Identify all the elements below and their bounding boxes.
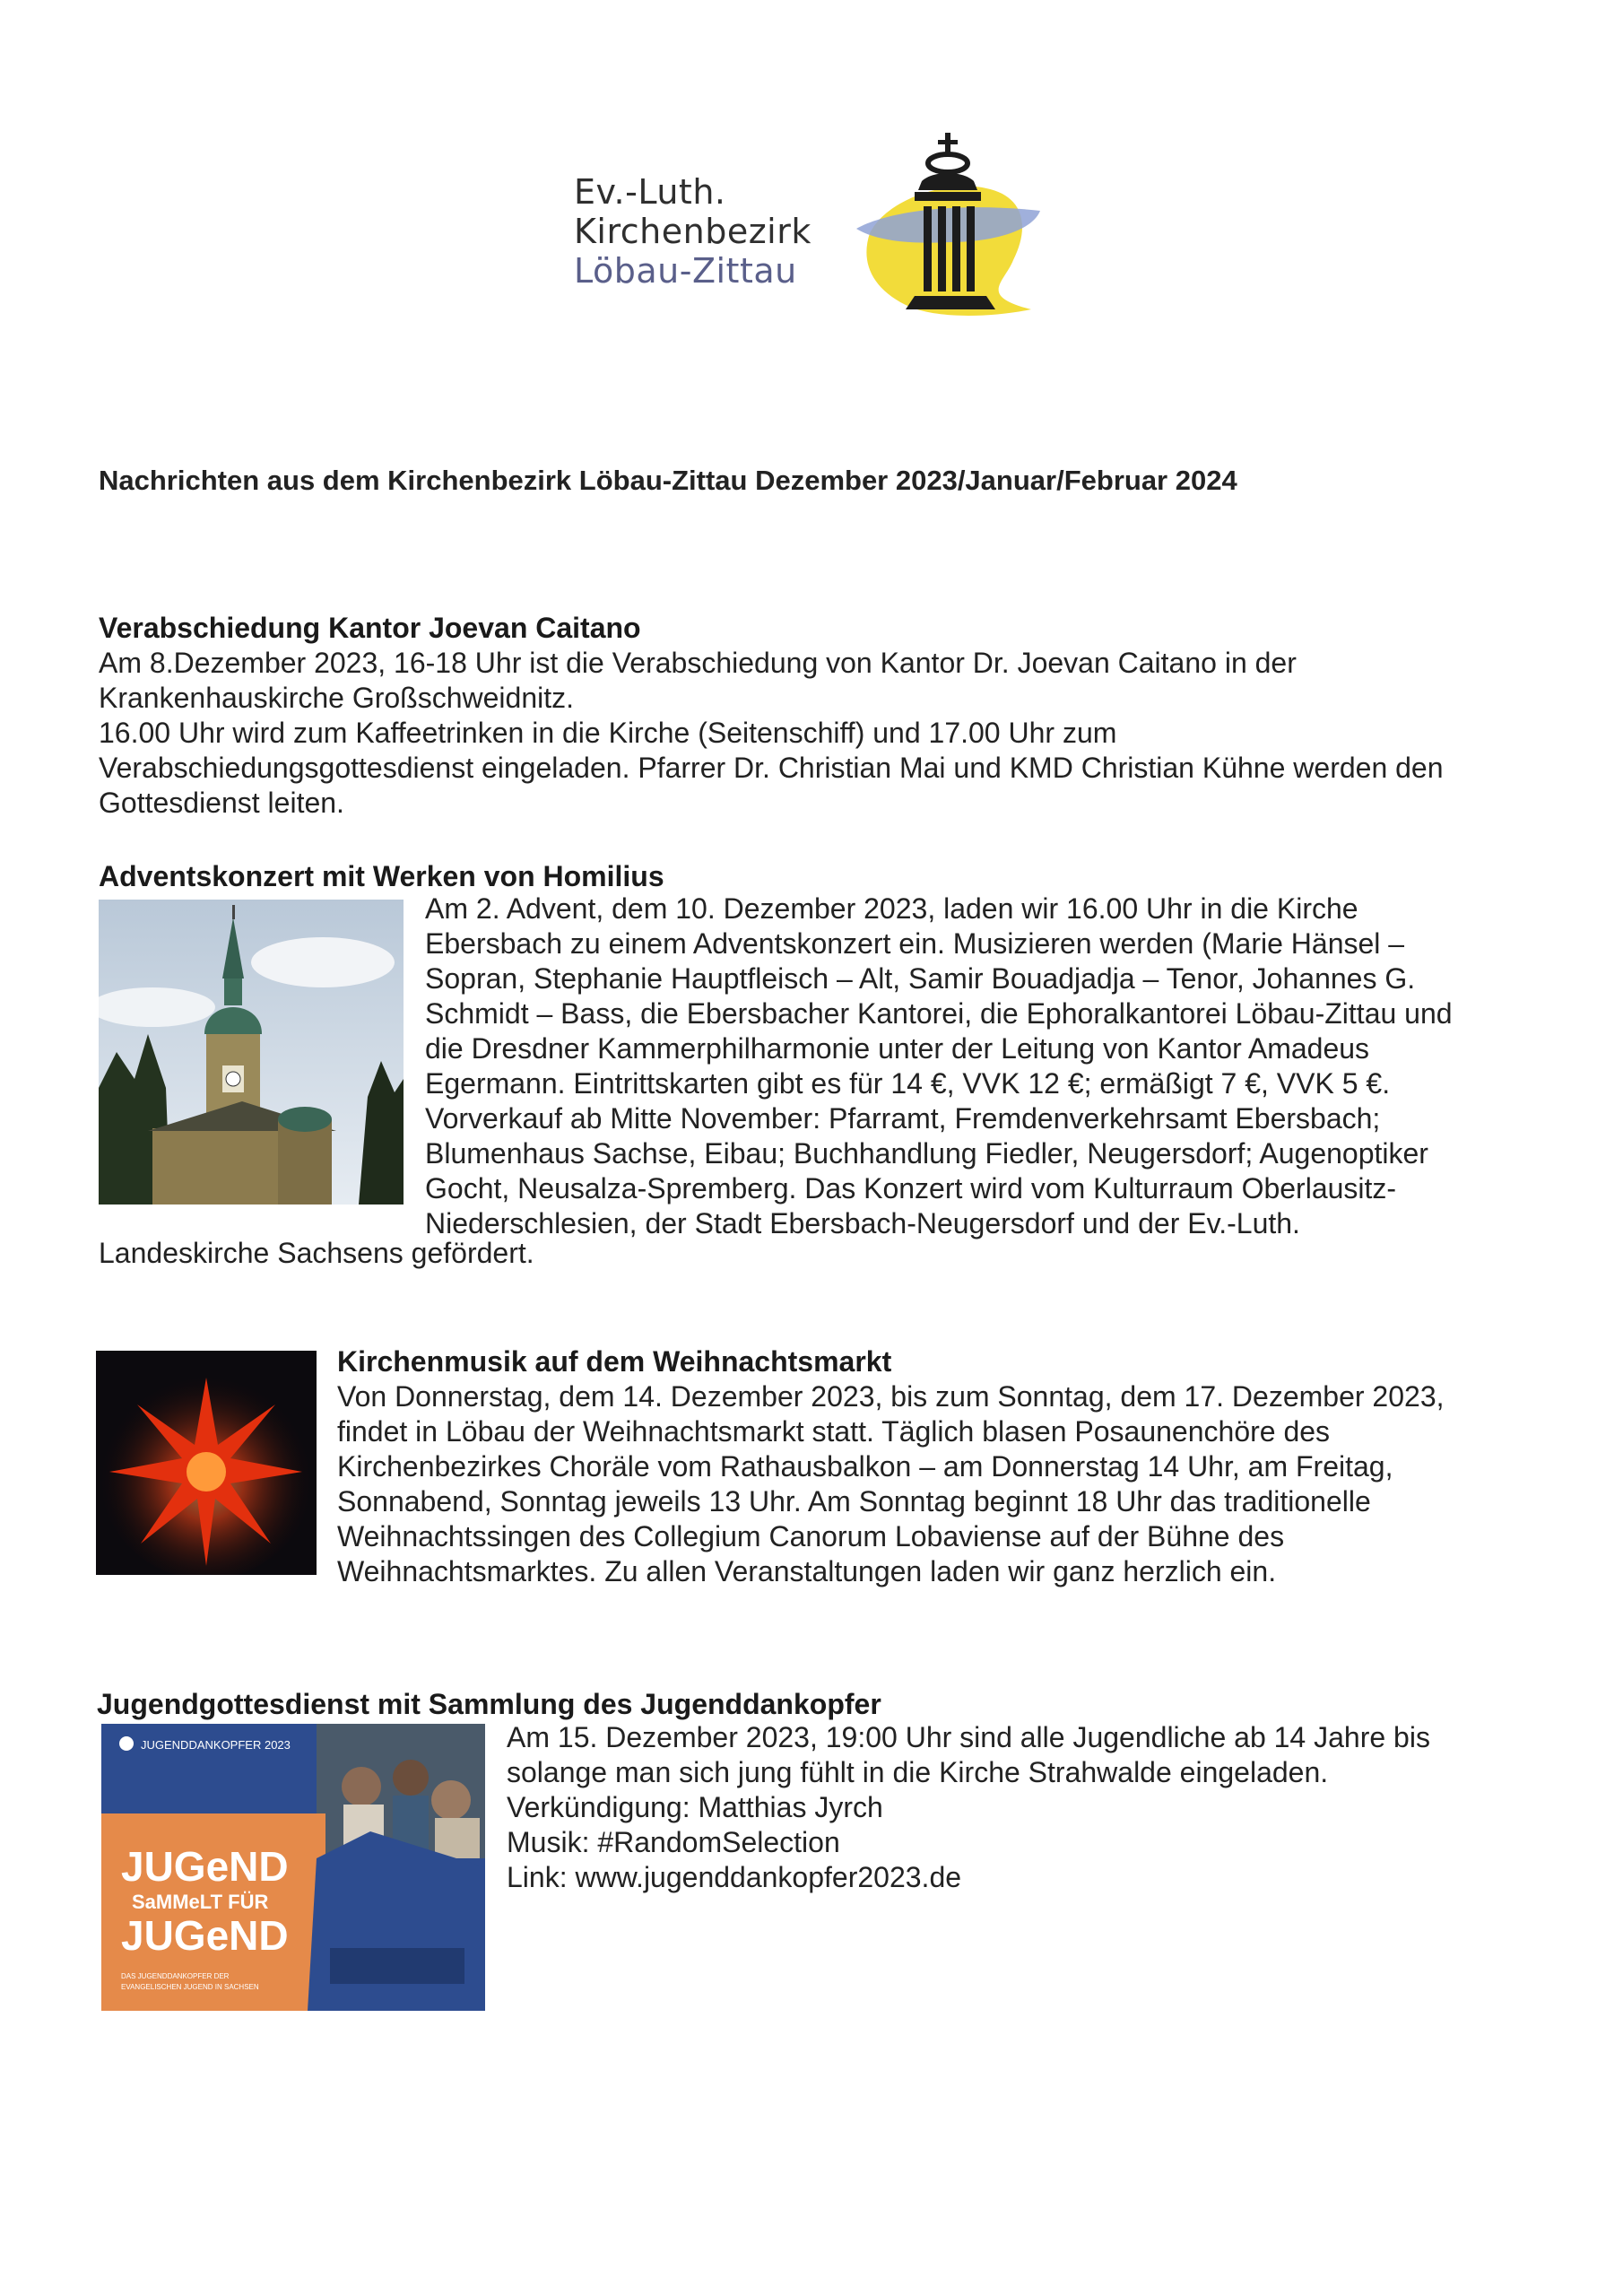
body-line: Ebersbach zu einem Adventskonzert ein. Musizieren werden (Marie Hänsel – <box>425 927 1405 960</box>
logo-line-2: Kirchenbezirk <box>574 212 812 251</box>
section-title: Kirchenmusik auf dem Weihnachtsmarkt <box>337 1345 892 1378</box>
church-photo <box>99 900 404 1205</box>
poster-small-1: DAS JUGENDDANKOPFER DER <box>121 1972 230 1980</box>
section-body <box>99 646 1533 821</box>
body-line: findet in Löbau der Weihnachtsmarkt statt. Täglich blasen Posaunenchöre des <box>337 1415 1331 1448</box>
section-body <box>337 1379 1530 1589</box>
logo-line-3: Löbau-Zittau <box>574 251 797 291</box>
section-title-youth-service: Jugendgottesdienst mit Sammlung des Jugenddankopfer <box>97 1688 881 1720</box>
poster-mid: SaMMeLT FÜR <box>132 1891 269 1913</box>
body-line: Musik: #RandomSelection <box>507 1826 840 1858</box>
body-line: Vorverkauf ab Mitte November: Pfarramt, Fremdenverkehrsamt Ebersbach; <box>425 1102 1381 1135</box>
body-line: Blumenhaus Sachse, Eibau; Buchhandlung Fiedler, Neugersdorf; Augenoptiker <box>425 1137 1428 1170</box>
page-title: Nachrichten aus dem Kirchenbezirk Löbau-Zittau Dezember 2023/Januar/Februar 2024 <box>99 465 1237 496</box>
body-line: Am 8.Dezember 2023, 16-18 Uhr ist die Verabschiedung von Kantor Dr. Joevan Caitano in der <box>99 647 1297 679</box>
body-line: Egermann. Eintrittskarten gibt es für 14 €, VVK 12 €; ermäßigt 7 €, VVK 5 €. <box>425 1067 1391 1100</box>
section-title: Verabschiedung Kantor Joevan Caitano <box>99 612 641 644</box>
church-tower-logo-icon <box>852 126 1049 350</box>
body-line: Kirchenbezirkes Choräle vom Rathausbalkon – am Donnerstag 14 Uhr, am Freitag, <box>337 1450 1393 1483</box>
youth-poster <box>101 1724 485 2011</box>
section-title-advent-concert: Adventskonzert mit Werken von Homilius <box>99 860 664 892</box>
red-star-photo <box>96 1351 317 1575</box>
section-christmas-market <box>337 1344 1530 1589</box>
body-line: Am 2. Advent, dem 10. Dezember 2023, laden wir 16.00 Uhr in die Kirche <box>425 892 1358 925</box>
section-body-youth-service <box>507 1720 1529 1895</box>
poster-big-2: JUGeND <box>121 1912 289 1959</box>
body-line: Von Donnerstag, dem 14. Dezember 2023, bis zum Sonntag, dem 17. Dezember 2023, <box>337 1380 1445 1413</box>
body-line: Am 15. Dezember 2023, 19:00 Uhr sind alle Jugendliche ab 14 Jahre bis <box>507 1721 1430 1753</box>
body-line: Verabschiedungsgottesdienst eingeladen. Pfarrer Dr. Christian Mai und KMD Christian Kühne werden den <box>99 752 1444 784</box>
poster-top-label: JUGENDDANKOPFER 2023 <box>141 1738 291 1752</box>
poster-big-1: JUGeND <box>121 1843 289 1890</box>
poster-small-2: EVANGELISCHEN JUGEND IN SACHSEN <box>121 1983 259 1991</box>
body-line: 16.00 Uhr wird zum Kaffeetrinken in die Kirche (Seitenschiff) und 17.00 Uhr zum <box>99 717 1117 749</box>
body-line: Gocht, Neusalza-Spremberg. Das Konzert wird vom Kulturraum Oberlausitz- <box>425 1172 1397 1205</box>
body-line: Gottesdienst leiten. <box>99 787 344 819</box>
body-line: Schmidt – Bass, die Ebersbacher Kantorei, die Ephoralkantorei Löbau-Zittau und <box>425 997 1453 1030</box>
body-line: Verkündigung: Matthias Jyrch <box>507 1791 883 1823</box>
body-line: Sopran, Stephanie Hauptfleisch – Alt, Samir Bouadjadja – Tenor, Johannes G. <box>425 962 1416 995</box>
body-line: Weihnachtsmarktes. Zu allen Veranstaltungen laden wir ganz herzlich ein. <box>337 1555 1277 1587</box>
logo-line-1: Ev.-Luth. <box>574 172 726 212</box>
body-line: die Dresdner Kammerphilharmonie unter der Leitung von Kantor Amadeus <box>425 1032 1370 1065</box>
body-line: Sonnabend, Sonntag jeweils 13 Uhr. Am Sonntag beginnt 18 Uhr das traditionelle <box>337 1485 1371 1518</box>
body-line: Niederschlesien, der Stadt Ebersbach-Neugersdorf und der Ev.-Luth. <box>425 1207 1300 1239</box>
body-line: Krankenhauskirche Großschweidnitz. <box>99 682 575 714</box>
body-line: Link: www.jugenddankopfer2023.de <box>507 1861 962 1893</box>
body-line: Weihnachtssingen des Collegium Canorum Lobaviense auf der Bühne des <box>337 1520 1285 1552</box>
body-line: solange man sich jung fühlt in die Kirche Strahwalde eingeladen. <box>507 1756 1329 1788</box>
body-line-tail: Landeskirche Sachsens gefördert. <box>99 1237 534 1269</box>
section-body-advent-concert <box>425 891 1501 1241</box>
logo-text <box>574 172 897 291</box>
section-farewell <box>99 610 1533 821</box>
